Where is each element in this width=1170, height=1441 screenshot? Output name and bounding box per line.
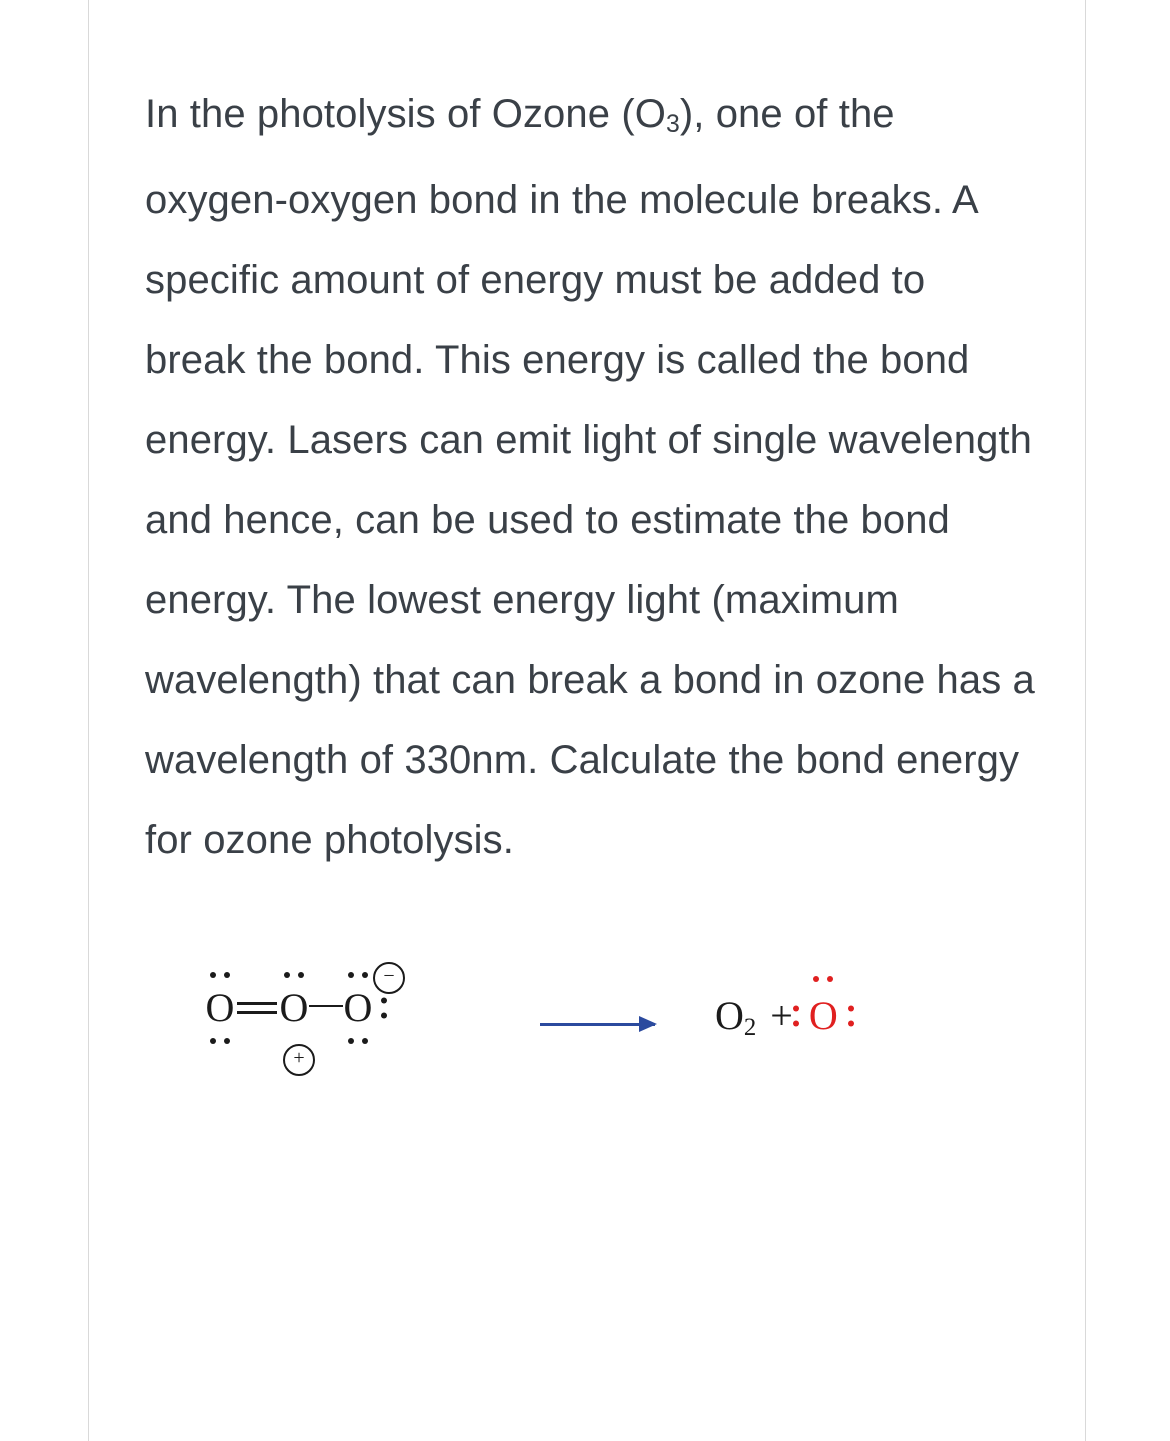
left-margin-rule [88, 0, 89, 1441]
lone-pair-dots-o3-top [348, 972, 368, 978]
formal-charge-positive: + [283, 1044, 315, 1076]
ozone-subscript: 3 [665, 111, 680, 139]
atom-label-o1: O [205, 985, 235, 1030]
double-bond-o1-o2 [235, 999, 279, 1017]
lone-pair-dots-o1-bottom [210, 1038, 230, 1044]
reaction-arrow-icon [540, 1023, 655, 1026]
product-dioxygen-symbol: O [715, 993, 744, 1038]
lewis-atom-o3 [343, 985, 373, 1030]
question-content [145, 34, 1035, 1148]
single-bond-o2-o3 [309, 1005, 343, 1008]
question-text-lead: In the photolysis of Ozone (O [145, 92, 666, 136]
product-atomic-oxygen [807, 992, 840, 1039]
ozone-lewis-structure [205, 965, 395, 1069]
question-text-rest: ), one of the oxygen-oxygen bond in the molecule breaks. A specific amount of energy must be added to break the bond. This energy is called the bond energy. Lasers can emit light of single wavelength and hence, can be used to estimate the bond energy. The lowest energy light (maximum wavelength) that can break a bond in ozone has a wavelength of 330nm. Calculate the bond energy for ozone photolysis. [145, 92, 1035, 862]
question-paragraph [145, 74, 1035, 880]
lone-pair-dots-product-left [793, 1005, 799, 1026]
lewis-atom-o2 [279, 985, 309, 1030]
lone-pair-dots-product-right [848, 1005, 854, 1026]
reaction-products [715, 992, 840, 1039]
formal-charge-negative: − [373, 962, 405, 994]
product-dioxygen [715, 992, 756, 1039]
atom-label-o2: O [279, 985, 309, 1030]
reaction-diagram [145, 965, 1035, 1148]
atom-label-o3: O [343, 985, 373, 1030]
product-oxygen-symbol: O [808, 993, 838, 1038]
product-dioxygen-subscript: 2 [743, 1013, 757, 1041]
lone-pair-dots-product-top [813, 976, 833, 982]
lone-pair-dots-o3-bottom [348, 1038, 368, 1044]
right-margin-rule [1085, 0, 1086, 1441]
lone-pair-dots-o2-top [284, 972, 304, 978]
lewis-atom-o1 [205, 985, 235, 1030]
lone-pair-dots-o1-top [210, 972, 230, 978]
lone-pair-dots-o3-right [381, 998, 387, 1019]
plus-sign: + [770, 993, 793, 1038]
lewis-atom-row [205, 985, 373, 1030]
